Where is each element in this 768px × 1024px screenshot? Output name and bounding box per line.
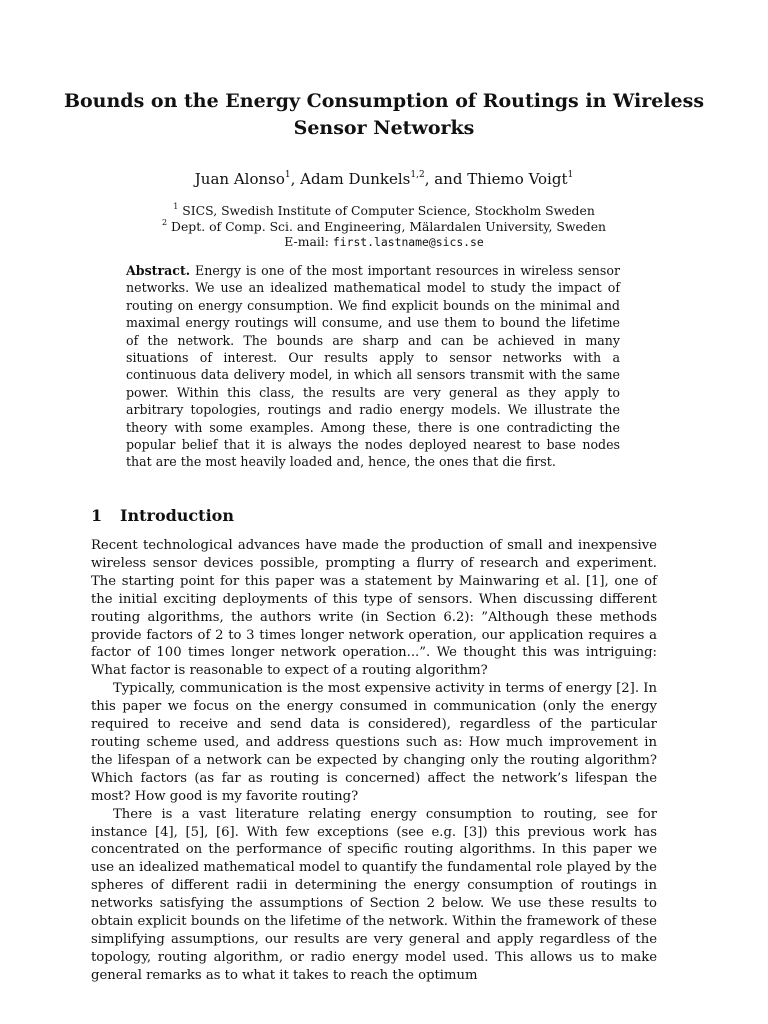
author-name: Juan Alonso [194, 170, 285, 188]
paragraph: There is a vast literature relating energy consumption to routing, see for instance [4], [5], [6]. With few exceptions (see e.g. [3]) this previous work has concentrated on the performance of specific routing algorithms. In this paper we use an idealized mathematical model to quantify the fundamental role played by the spheres of different radii in determining the energy consumption of routings in networks satisfying the assumptions of Section 2 below. We use these results to obtain explicit bounds on the lifetime of the network. Within the framework of these simplifying assumptions, our results are very general and apply regardless of the topology, routing algorithm, or radio energy model used. This allows us to make general remarks as to what it takes to reach the optimum [91, 806, 657, 983]
body-text [91, 537, 657, 985]
email-address: first.lastname@sics.se [332, 235, 484, 250]
author-name: Thiemo Voigt [467, 170, 568, 188]
abstract [126, 262, 620, 471]
author-affiliation-mark: 1 [567, 170, 574, 180]
affiliation-block [60, 203, 708, 251]
section-title: Introduction [120, 506, 234, 525]
affiliation-text: SICS, Swedish Institute of Computer Science, Stockholm Sweden [182, 203, 595, 218]
email-line [60, 234, 708, 251]
paragraph: Typically, communication is the most expensive activity in terms of energy [2]. In this paper we focus on the energy consumed in communication (only the energy required to receive and send data is considered), regardless of the particular routing scheme used, and address questions such as: How much improvement in the lifespan of a network can be expected by changing only the routing algorithm? Which factors (as far as routing is concerned) affect the network’s lifespan the most? How good is my favorite routing? [91, 681, 657, 804]
author-list [60, 169, 708, 189]
section-number: 1 [91, 506, 103, 525]
abstract-text: Energy is one of the most important resources in wireless sensor networks. We use an idealized mathematical model to study the impact of routing on energy consumption. We find explicit bounds on the minimal and maximal energy routings will consume, and use them to bound the lifetime of the network. The bounds are sharp and can be achieved in many situations of interest. Our results apply to sensor networks with a continuous data delivery model, in which all sensors transmit with the same power. Within this class, the results are very general as they apply to arbitrary topologies, routings and radio energy models. We illustrate the theory with some examples. Among these, there is one contradicting the popular belief that it is always the nodes deployed nearest to base nodes that are the most heavily loaded and, hence, the ones that die first. [126, 263, 620, 470]
author-name: Adam Dunkels [300, 170, 411, 188]
affiliation-line [60, 219, 708, 235]
author-separator: , and [424, 170, 468, 188]
email-label: E-mail: [284, 234, 333, 250]
affiliation-text: Dept. of Comp. Sci. and Engineering, Mälardalen University, Sweden [171, 218, 607, 234]
affiliation-line [60, 203, 708, 219]
paper-title: Bounds on the Energy Consumption of Routings in Wireless Sensor Networks [63, 90, 705, 139]
section-heading [91, 505, 234, 527]
paragraph: Recent technological advances have made the production of small and inexpensive wireless sensor devices possible, prompting a flurry of research and experiment. The starting point for this paper was a statement by Mainwaring et al. [1], one of the initial exciting deployments of this type of sensors. When discussing different routing algorithms, the authors write (in Section 6.2): ”Although these methods provide factors of 2 to 3 times longer network operation, our application requires a factor of 100 times longer network operation...”. We thought this was intriguing: What factor is reasonable to expect of a routing algorithm? [91, 538, 657, 679]
abstract-label: Abstract. [126, 263, 191, 278]
author-affiliation-mark: 1 [284, 170, 291, 180]
affiliation-mark: 1 [173, 202, 179, 211]
author-affiliation-mark: 1,2 [410, 170, 425, 180]
author-separator: , [290, 170, 301, 188]
affiliation-mark: 2 [161, 217, 168, 227]
